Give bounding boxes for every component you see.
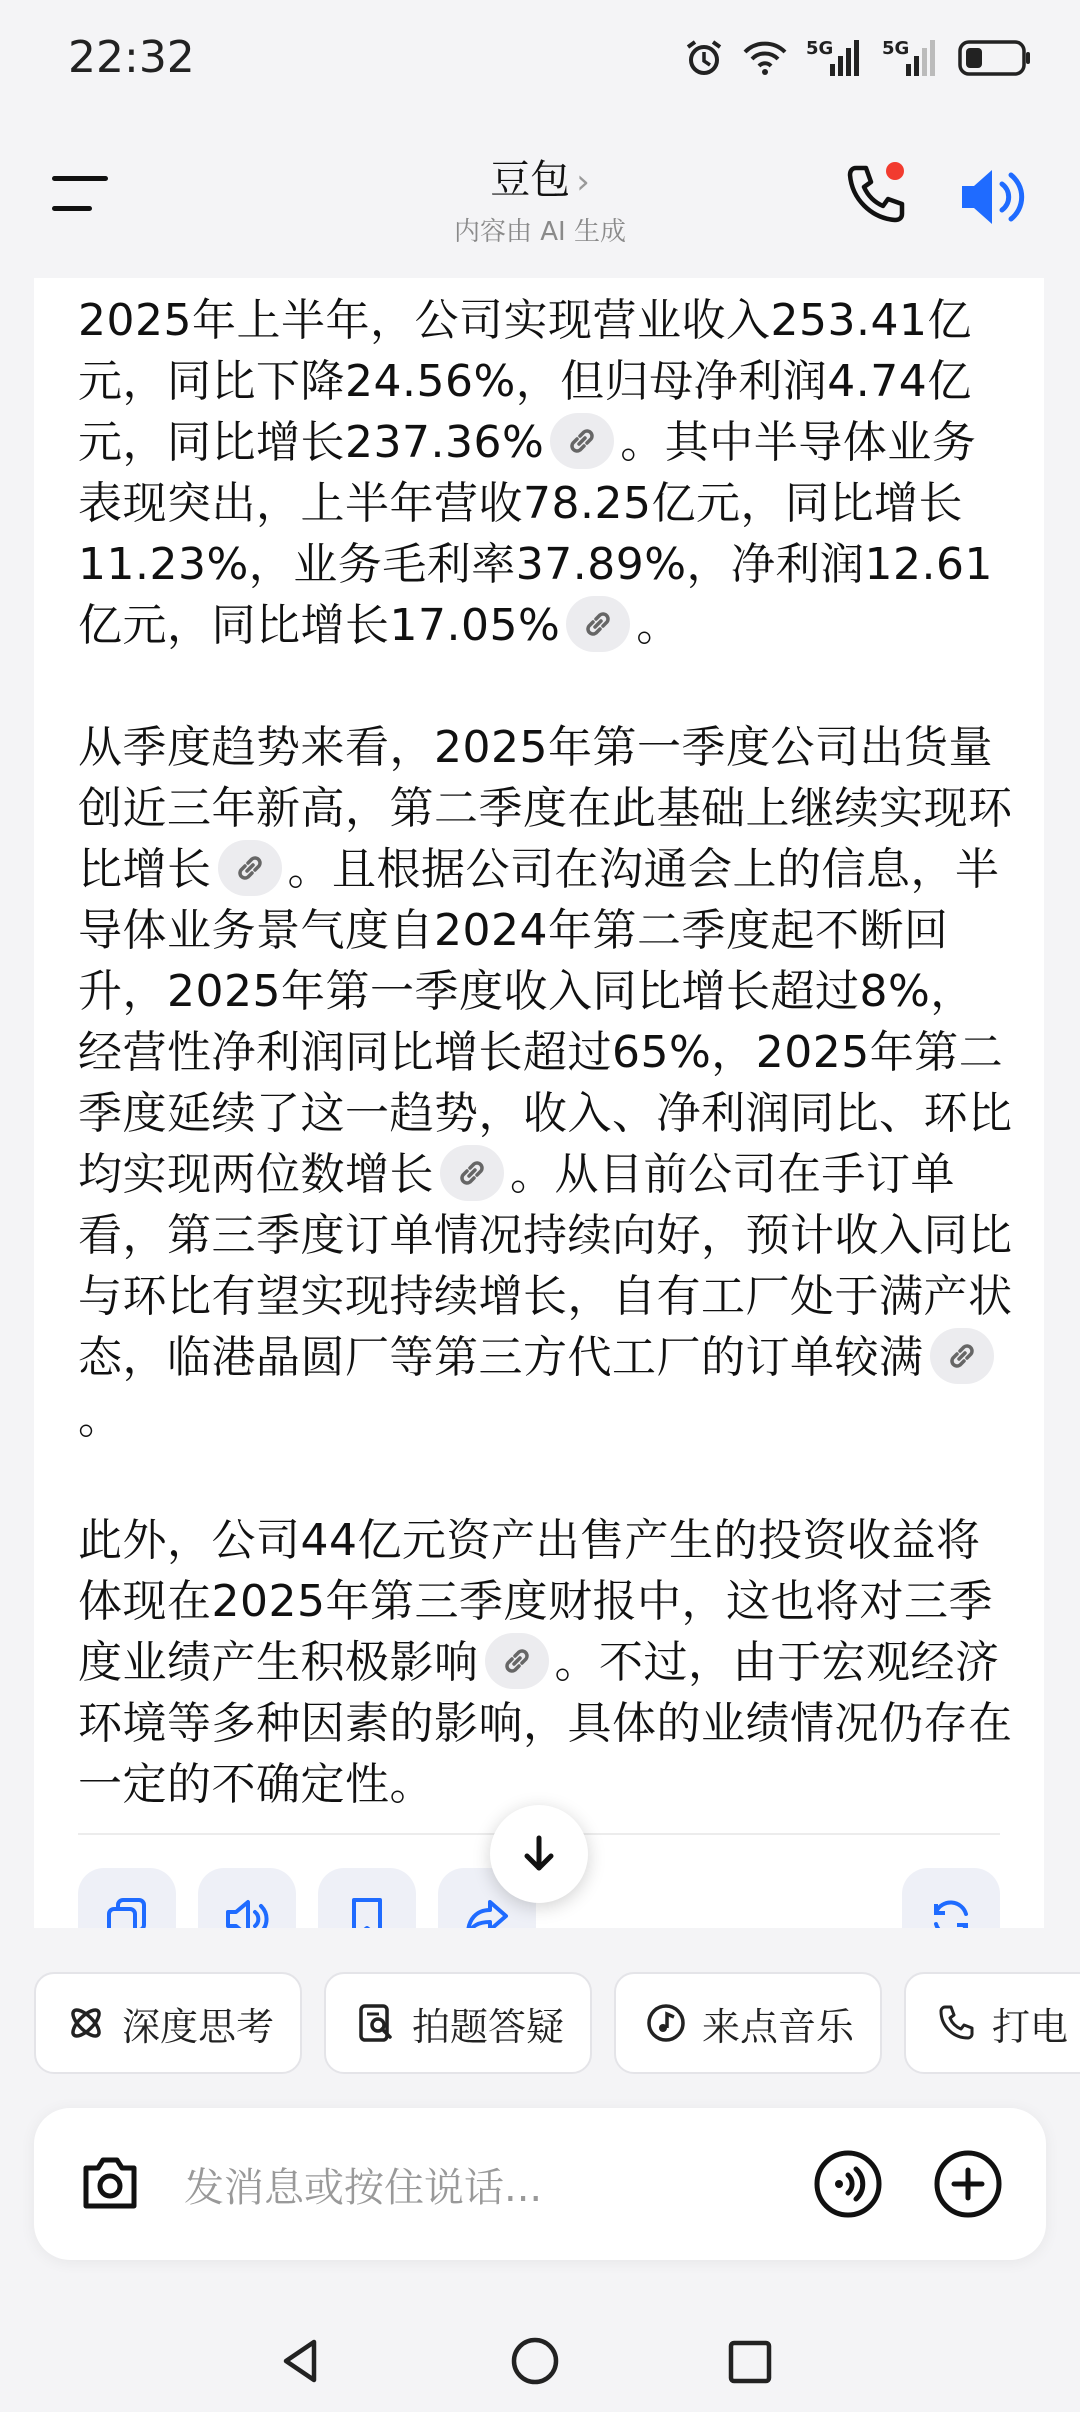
copy-icon [104, 1896, 150, 1928]
message-input[interactable]: 发消息或按住说话... [184, 2165, 543, 2211]
read-aloud-icon [224, 1896, 270, 1928]
speaker-icon [958, 166, 1032, 228]
link-icon [455, 1156, 489, 1190]
deep-think-chip[interactable] [34, 1972, 302, 2074]
wifi-icon [742, 39, 788, 77]
read-aloud-button[interactable] [198, 1868, 296, 1928]
link-icon [233, 851, 267, 885]
message-text: 。且根据公司在沟通会上的信息，半导体业务景气度自2024年第二季度起不断回升，2025年第一季度收入同比增长超过8%，经营性净利润同比增长超过65%，2025年第二季度延续了这一趋势，收入、净利润同比、环比均实现两位数增长 [78, 844, 1013, 1200]
nav-home-button[interactable] [508, 2334, 562, 2392]
message-body [78, 290, 1018, 1876]
title-area[interactable] [0, 148, 1080, 248]
regenerate-button[interactable] [902, 1868, 1000, 1928]
message-text: 。 [78, 1393, 123, 1444]
link-icon [581, 607, 615, 641]
signal-5g-icon [882, 38, 940, 78]
home-icon [508, 2334, 562, 2388]
music-chip[interactable] [614, 1972, 882, 2074]
nav-recents-button[interactable] [726, 2338, 774, 2390]
message-text: 从季度趋势来看，2025年第一季度公司出货量创近三年新高，第二季度在此基础上继续实现环比增长 [78, 722, 1013, 895]
network-label: 5G [882, 38, 910, 59]
message-paragraph [78, 1510, 1018, 1815]
share-icon [464, 1896, 510, 1928]
message-text: 2025年上半年，公司实现营业收入253.41亿元，同比下降24.56%，但归母净利润4.74亿元，同比增长237.36% [78, 295, 972, 468]
signal-5g-icon [806, 38, 864, 78]
link-icon [500, 1644, 534, 1678]
assistant-name: 豆包 [490, 157, 571, 203]
notification-dot [886, 162, 904, 180]
link-icon [945, 1339, 979, 1373]
camera-icon [78, 2152, 142, 2214]
link-icon [565, 424, 599, 458]
scroll-to-bottom-button[interactable] [490, 1805, 588, 1903]
ai-message-card [34, 278, 1044, 1928]
recents-icon [726, 2338, 774, 2386]
message-text: 此外，公司44亿元资产出售产生的投资收益将体现在2025年第三季度财报中，这也将对三季度业绩产生积极影响 [78, 1515, 993, 1688]
bookmark-button[interactable] [318, 1868, 416, 1928]
nav-back-button[interactable] [276, 2336, 326, 2390]
music-icon [646, 2003, 686, 2043]
status-time: 22:32 [68, 32, 195, 83]
atom-icon [66, 2003, 106, 2043]
message-text: 。 [636, 600, 681, 651]
status-icons [684, 38, 1032, 78]
network-label: 5G [806, 38, 834, 59]
back-icon [276, 2336, 326, 2386]
alarm-icon [684, 38, 724, 78]
message-text: 。其中半导体业务表现突出，上半年营收78.25亿元，同比增长11.23%，业务毛利率37.89%，净利润12.61亿元，同比增长17.05% [78, 417, 994, 651]
system-navigation-bar [0, 2310, 1080, 2412]
phone-icon [936, 2003, 976, 2043]
message-paragraph [78, 717, 1018, 1449]
photo-question-chip[interactable] [324, 1972, 592, 2074]
message-paragraph [78, 290, 1018, 656]
add-attachment-button[interactable] [932, 2148, 1004, 2224]
chip-label: 打电 [992, 2004, 1069, 2049]
voice-input-button[interactable] [812, 2148, 884, 2224]
chip-label: 来点音乐 [702, 2004, 855, 2049]
chevron-right-icon: › [576, 162, 590, 202]
page-title [0, 148, 1080, 205]
message-text: 。不过，由于宏观经济环境等多种因素的影响，具体的业绩情况仍存在一定的不确定性。 [78, 1637, 1013, 1810]
header [0, 120, 1080, 276]
message-input-bar [34, 2108, 1046, 2260]
composer-area [0, 1930, 1080, 2412]
chip-label: 深度思考 [122, 2004, 275, 2049]
citation-link[interactable] [485, 1633, 549, 1689]
chip-label: 拍题答疑 [412, 2004, 565, 2049]
regenerate-icon [928, 1896, 974, 1928]
speaker-button[interactable] [958, 166, 1032, 228]
status-bar [0, 0, 1080, 120]
call-chip[interactable] [904, 1972, 1080, 2074]
photo-search-icon [356, 2003, 396, 2043]
camera-button[interactable] [78, 2152, 142, 2218]
ai-disclaimer: 内容由 AI 生成 [454, 217, 626, 247]
bookmark-icon [344, 1896, 390, 1928]
citation-link[interactable] [440, 1145, 504, 1201]
arrow-down-icon [517, 1832, 561, 1876]
battery-icon [958, 39, 1032, 77]
citation-link[interactable] [566, 596, 630, 652]
voice-wave-icon [812, 2148, 884, 2220]
plus-icon [932, 2148, 1004, 2220]
copy-button[interactable] [78, 1868, 176, 1928]
citation-link[interactable] [550, 413, 614, 469]
citation-link[interactable] [930, 1328, 994, 1384]
citation-link[interactable] [218, 840, 282, 896]
message-text: 。从目前公司在手订单看，第三季度订单情况持续向好，预计收入同比与环比有望实现持续增长，自有工厂处于满产状态，临港晶圆厂等第三方代工厂的订单较满 [78, 1149, 1013, 1383]
quick-actions [34, 1972, 1080, 2076]
